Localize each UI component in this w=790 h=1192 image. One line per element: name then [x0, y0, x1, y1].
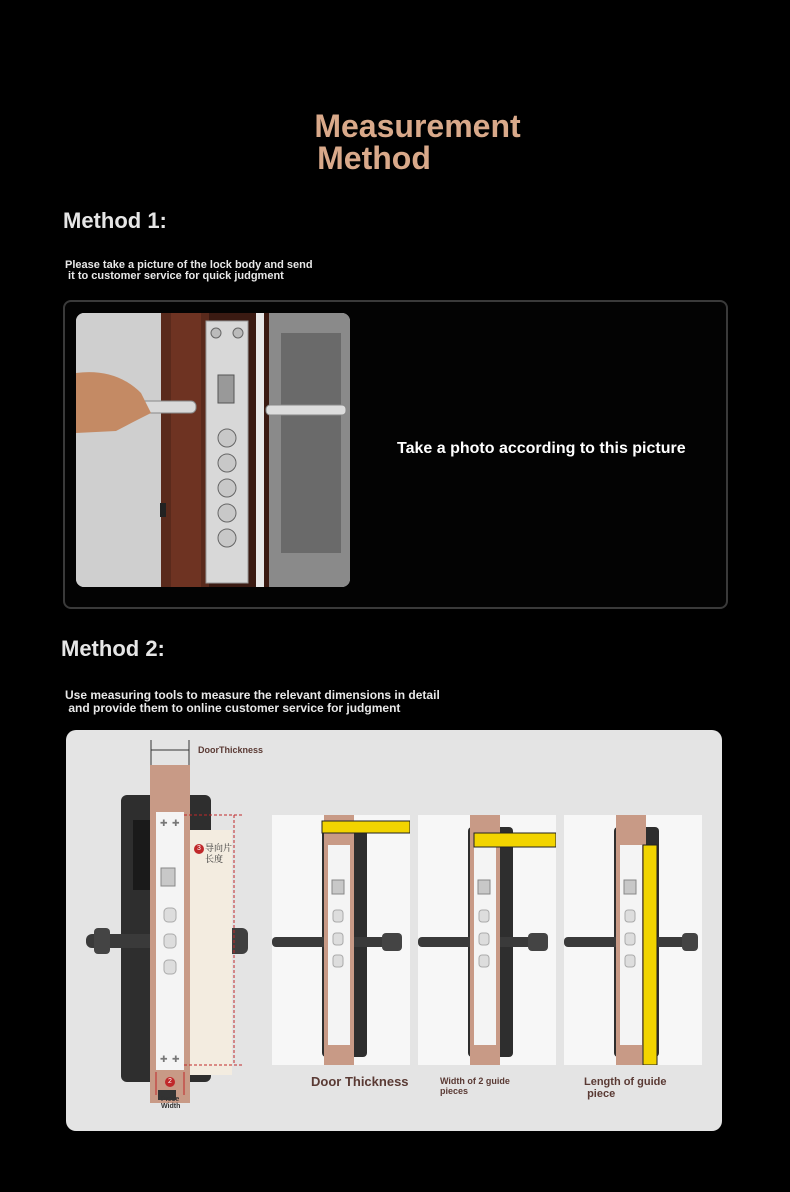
length-guide-diagram — [564, 815, 702, 1065]
door-thickness-label: DoorThickness — [198, 745, 264, 755]
method1-heading: Method 1: — [63, 208, 167, 233]
lock-body-photo — [76, 313, 350, 587]
door-thickness-diagram — [272, 815, 410, 1065]
svg-text:✚: ✚ — [172, 1054, 180, 1064]
method1-caption: Take a photo according to this picture — [397, 440, 686, 457]
guide-length-label: 导向片 长度 — [205, 843, 233, 864]
page-title: Measurement Method — [314, 108, 521, 176]
svg-text:✚: ✚ — [160, 1054, 168, 1064]
caption-length-guide: Length of guide piece — [584, 1076, 667, 1100]
main-lock-diagram — [86, 740, 286, 1125]
method1-description: Please take a picture of the lock body and send it to customer service for quick judgment — [65, 259, 313, 282]
method2-description: Use measuring tools to measure the relevant dimensions in detail and provide them to online customer service for judgment — [65, 688, 440, 715]
marker-3: 3 — [194, 844, 204, 854]
svg-text:✚: ✚ — [172, 818, 180, 828]
caption-door-thickness: Door Thickness — [311, 1074, 409, 1089]
svg-text:✚: ✚ — [160, 818, 168, 828]
piece-width-label: Piece Width — [161, 1096, 181, 1110]
marker-2: 2 — [165, 1077, 175, 1087]
caption-width-guide: Width of 2 guide pieces — [440, 1076, 510, 1096]
width-guide-diagram — [418, 815, 556, 1065]
method2-heading: Method 2: — [61, 636, 165, 661]
